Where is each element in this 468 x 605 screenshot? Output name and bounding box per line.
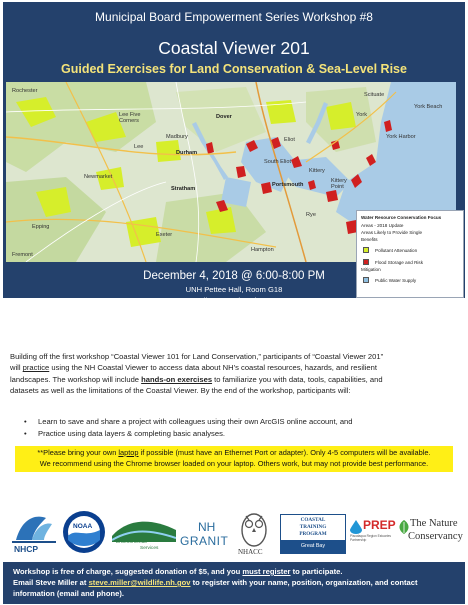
legend-sub3: Benefits [361,237,378,242]
ctp-text-4: Great Bay [281,540,345,553]
text-run: to register with your name, position, organization, and contact [190,578,418,587]
map-label-hampton: Hampton [251,247,274,253]
legend-sub2: Areas Likely to Provide Single [361,230,423,235]
owl-icon [234,508,274,548]
noaa-mark [62,510,106,554]
workshop-title: Coastal Viewer 201 [158,38,310,58]
nhacc-logo [234,508,274,560]
nh-granit-text-1: NH [198,520,216,534]
legend-sub1: Areas - 2018 Update [361,223,404,228]
nhcp-text: NHCP [14,544,39,554]
map-label-scituate: Scituate [364,92,385,98]
email-link[interactable]: steve.miller@wildlife.nh.gov [88,578,191,587]
legend-item-flood: Flood Storage and Risk [375,260,424,265]
map-label-dover: Dover [216,114,232,120]
ctp-text-2: TRAINING [299,524,327,530]
text-run: **Please bring your own [37,448,119,457]
registration-footer [3,562,465,604]
env-services-text-2: Services [140,546,159,551]
outcomes-list [20,416,450,440]
notice-line-1 [15,448,453,459]
text-run: if possible (must have an Ethernet Port or adapter). Only 4-5 computers will be available. [138,448,431,457]
prep-drop-icon [350,520,362,534]
event-info [3,270,465,305]
list-item: • Learn to save and share a project with colleagues using their own ArcGIS online account, and [20,416,450,428]
map-label-epping: Epping [32,224,50,230]
event-venue: UNH Pettee Hall, Room G18 [185,285,283,294]
description [10,351,460,397]
map-label-newmarket: Newmarket [84,174,113,180]
prep-logo [350,518,400,554]
env-services-text: Environmental [116,540,147,545]
map-label-york-harbor: York Harbor [386,134,416,140]
env-services-mark [112,516,176,542]
map-label-kittery-point: Kittery Point [331,178,347,190]
map-label-fremont: Fremont [12,252,33,258]
nhcp-mark [12,512,56,544]
ctp-text-1: COASTAL [300,517,326,523]
laptop-notice [15,446,453,472]
legend-item-pollutant: Pollutant Attenuation [375,248,418,253]
notice-line-2: We recommend using the Chrome browser loaded on your laptop. Others work, but may not provide best performance. [39,458,429,468]
map-label-york: York [356,112,367,118]
event-date: December 4, 2018 @ 6:00-8:00 PM [143,270,325,282]
prep-subtext: Piscataqua Region Estuaries Partnership [350,534,391,542]
env-services-logo [112,516,176,554]
legend-item-water: Public Water Supply [375,278,417,283]
nhacc-text: NHACC [238,548,263,556]
refreshments-line: Refreshments and networking 5:30 PM Workshop starts promptly at 6:00 PM [96,325,372,334]
prep-text: PREP [363,518,396,532]
tnc-text-1: The Nature [410,518,458,529]
nhcp-logo [12,512,56,556]
nh-granit-text-2: GRANIT [180,534,229,548]
noaa-logo [62,510,106,554]
map-label-exeter: Exeter [156,232,173,238]
map-label-madbury: Madbury [166,134,188,140]
tnc-logo [398,516,463,556]
legend-swatch-pollutant [363,247,369,253]
noaa-text: NOAA [73,523,93,530]
event-address: 55 College Road Durham, NH [183,296,285,305]
refreshments-info [3,324,465,346]
must-register-emphasis: must register [242,567,291,576]
map-label-eliot: Eliot [284,137,295,143]
text-run: to participate. [290,567,343,576]
partner-logos [12,508,463,560]
footer-line-2 [13,577,455,588]
laptop-emphasis: laptop [118,448,139,457]
practice-emphasis: practice [22,363,50,373]
map-label-stratham: Stratham [171,186,196,192]
map-label-lee-five-corners: Lee Five Corners [119,112,141,124]
map-label-kittery: Kittery [309,168,325,174]
list-item: • Practice using data layers & completing basic analyses. [20,428,450,440]
description-line-3 [10,374,460,385]
tnc-text-2: Conservancy [408,531,463,542]
ctp-text-3: PROGRAM [299,531,327,537]
legend-swatch-flood [363,259,369,265]
hands-on-emphasis: hands-on exercises [141,374,213,384]
map-label-durham: Durham [176,150,198,156]
map-label-portsmouth: Portsmouth [272,182,304,188]
text-run: Email Steve Miller at [13,578,89,587]
footer-line-1 [13,566,455,577]
workshop-subtitle: Guided Exercises for Land Conservation & Sea-Level Rise [61,62,407,76]
legend-item-flood-cont: Mitigation [361,267,381,272]
text-run: will [10,363,23,373]
map-label-york-beach: York Beach [414,104,443,110]
legend-header: Water Resource Conservation Focus [361,215,442,220]
ctp-logo [280,514,346,554]
map-label-lee: Lee [134,144,144,150]
parking-line: Free parking is available at the Edgewood Road Visitor Lot, 5 Edgewood Road, Durham [76,336,392,345]
description-line-1: Building off the first workshop “Coastal Viewer 101 for Land Conservation,” participants of “Coastal Viewer 201” [10,352,384,361]
text-run: Workshop is free of charge, suggested donation of $5, and you [13,567,243,576]
series-heading: Municipal Board Empowerment Series Workshop #8 [95,10,373,24]
footer-line-3: information (email and phone). [13,589,124,598]
nh-granit-logo [180,520,230,556]
map-label-south-eliot: South Eliot [264,159,292,165]
description-line-4: datasets as well as the limitations of the Coastal Viewer. By the end of the workshop, participants will: [10,386,351,396]
description-line-2 [10,362,460,373]
map-label-rochester: Rochester [12,88,38,94]
text-run: using the NH Coastal Viewer to access data about NH’s coastal resources, hazards, and resilient [49,363,377,373]
map-label-rye: Rye [306,212,316,218]
text-run: landscapes. The workshop will include [10,374,142,384]
text-run: to familiarize you with data, tools, capabilities, and [212,374,383,384]
